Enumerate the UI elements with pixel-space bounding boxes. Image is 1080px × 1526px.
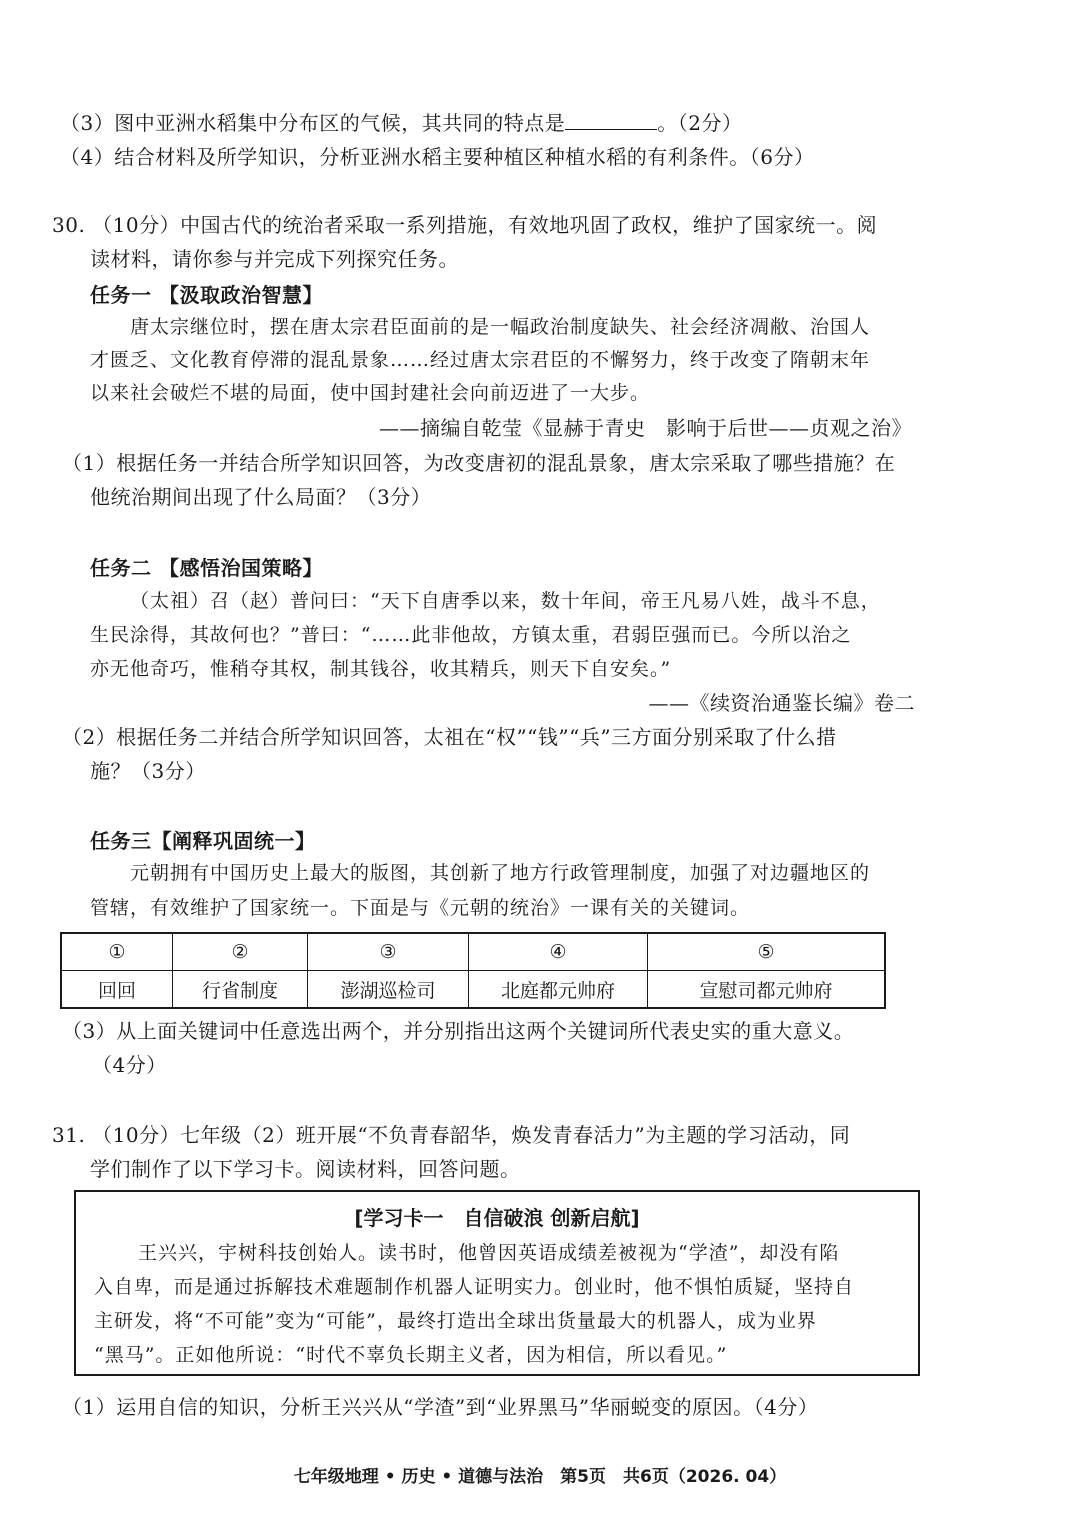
- keyword-header-2: ②: [173, 933, 308, 971]
- task1-material-line1: 唐太宗继位时，摆在唐太宗君臣面前的是一幅政治制度缺失、社会经济凋敝、治国人: [130, 316, 871, 338]
- keyword-header-4: ④: [469, 933, 648, 971]
- keyword-value-5: 宣慰司都元帅府: [648, 971, 886, 1009]
- task1-material-line3: 以来社会破烂不堪的局面，使中国封建社会向前迈进了一大步。: [90, 382, 651, 404]
- q29-item3: [60, 108, 742, 138]
- task1-source: ——摘编自乾莹《显赫于青史 影响于后世——贞观之治》: [379, 416, 912, 440]
- task1-question-line2: 他统治期间出现了什么局面？（3分）: [90, 485, 432, 509]
- task3-title: 任务三【阐释巩固统一】: [90, 829, 316, 853]
- task2-question-line1: （2）根据任务二并结合所学知识回答，太祖在“权”“钱”“兵”三方面分别采取了什么措: [62, 725, 837, 749]
- task2-material-line3: 亦无他奇巧，惟稍夺其权，制其钱谷，收其精兵，则天下自安矣。”: [90, 658, 672, 680]
- keyword-value-2: 行省制度: [173, 971, 308, 1009]
- q29-item4: （4）结合材料及所学知识，分析亚洲水稻主要种植区种植水稻的有利条件。（6分）: [60, 145, 815, 169]
- keyword-value-1: 回回: [61, 971, 173, 1009]
- task2-source: ——《续资治通鉴长编》卷二: [648, 691, 915, 715]
- study-card-title: [学习卡一 自信破浪 创新启航]: [354, 1206, 640, 1230]
- q30-intro-line2: 读材料，请你参与并完成下列探究任务。: [90, 247, 459, 271]
- study-card-line2: 入自卑，而是通过拆解技术难题制作机器人证明实力。创业时，他不惧怕质疑，坚持自: [94, 1276, 855, 1298]
- task2-title: 任务二 【感悟治国策略】: [90, 556, 323, 580]
- study-card-line3: 主研发，将“不可能”变为“可能”，最终打造出全球出货量最大的机器人，成为业界: [94, 1310, 817, 1332]
- q31-question1: （1）运用自信的知识，分析王兴兴从“学渣”到“业界黑马”华丽蜕变的原因。（4分）: [62, 1395, 819, 1419]
- answer-blank[interactable]: [565, 109, 657, 130]
- task3-material-line2: 管辖，有效维护了国家统一。下面是与《元朝的统治》一课有关的关键词。: [90, 897, 751, 919]
- study-card-line1: 王兴兴，宇树科技创始人。读书时，他曾因英语成绩差被视为“学渣”，却没有陷: [138, 1242, 840, 1264]
- study-card-line4: “黑马”。正如他所说：“时代不辜负长期主义者，因为相信，所以看见。”: [94, 1344, 728, 1366]
- q31-intro-line1: 31. （10分）七年级（2）班开展“不负青春韶华，焕发青春活力”为主题的学习活动，同: [52, 1123, 851, 1147]
- task3-material-line1: 元朝拥有中国历史上最大的版图，其创新了地方行政管理制度，加强了对边疆地区的: [130, 862, 871, 884]
- q31-intro-line2: 学们制作了以下学习卡。阅读材料，回答问题。: [90, 1157, 521, 1181]
- task3-question-line1: （3）从上面关键词中任意选出两个，并分别指出这两个关键词所代表史实的重大意义。: [62, 1019, 855, 1043]
- task2-question-line2: 施？（3分）: [90, 759, 206, 783]
- keyword-value-4: 北庭都元帅府: [469, 971, 648, 1009]
- keyword-table-value-row: [61, 971, 885, 1009]
- task2-material-line1: （太祖）召（赵）普问曰：“天下自唐季以来，数十年间，帝王凡易八姓，战斗不息，: [130, 590, 881, 612]
- task3-question-line2: （4分）: [92, 1053, 167, 1077]
- keyword-value-3: 澎湖巡检司: [308, 971, 469, 1009]
- keyword-table-header-row: [61, 933, 885, 971]
- page-footer: 七年级地理 • 历史 • 道德与法治 第5页 共6页（2026. 04）: [293, 1467, 787, 1487]
- task2-material-line2: 生民涂得，其故何也？”普曰：“……此非他故，方镇太重，君弱臣强而已。今所以治之: [90, 624, 852, 646]
- task1-material-line2: 才匮乏、文化教育停滞的混乱景象……经过唐太宗君臣的不懈努力，终于改变了隋朝末年: [90, 349, 871, 371]
- q30-intro-line1: 30. （10分）中国古代的统治者采取一系列措施，有效地巩固了政权，维护了国家统一。阅: [52, 213, 878, 237]
- study-card: [74, 1190, 920, 1376]
- keyword-header-5: ⑤: [648, 933, 886, 971]
- task1-question-line1: （1）根据任务一并结合所学知识回答，为改变唐初的混乱景象，唐太宗采取了哪些措施？在: [62, 451, 896, 475]
- keyword-header-1: ①: [61, 933, 173, 971]
- q29-item3-text: （3）图中亚洲水稻集中分布区的气候，其共同的特点是: [60, 111, 566, 135]
- keyword-table: [60, 932, 886, 1009]
- q29-item3-score: 。（2分）: [657, 111, 743, 135]
- keyword-header-3: ③: [308, 933, 469, 971]
- task1-title: 任务一 【汲取政治智慧】: [90, 283, 323, 307]
